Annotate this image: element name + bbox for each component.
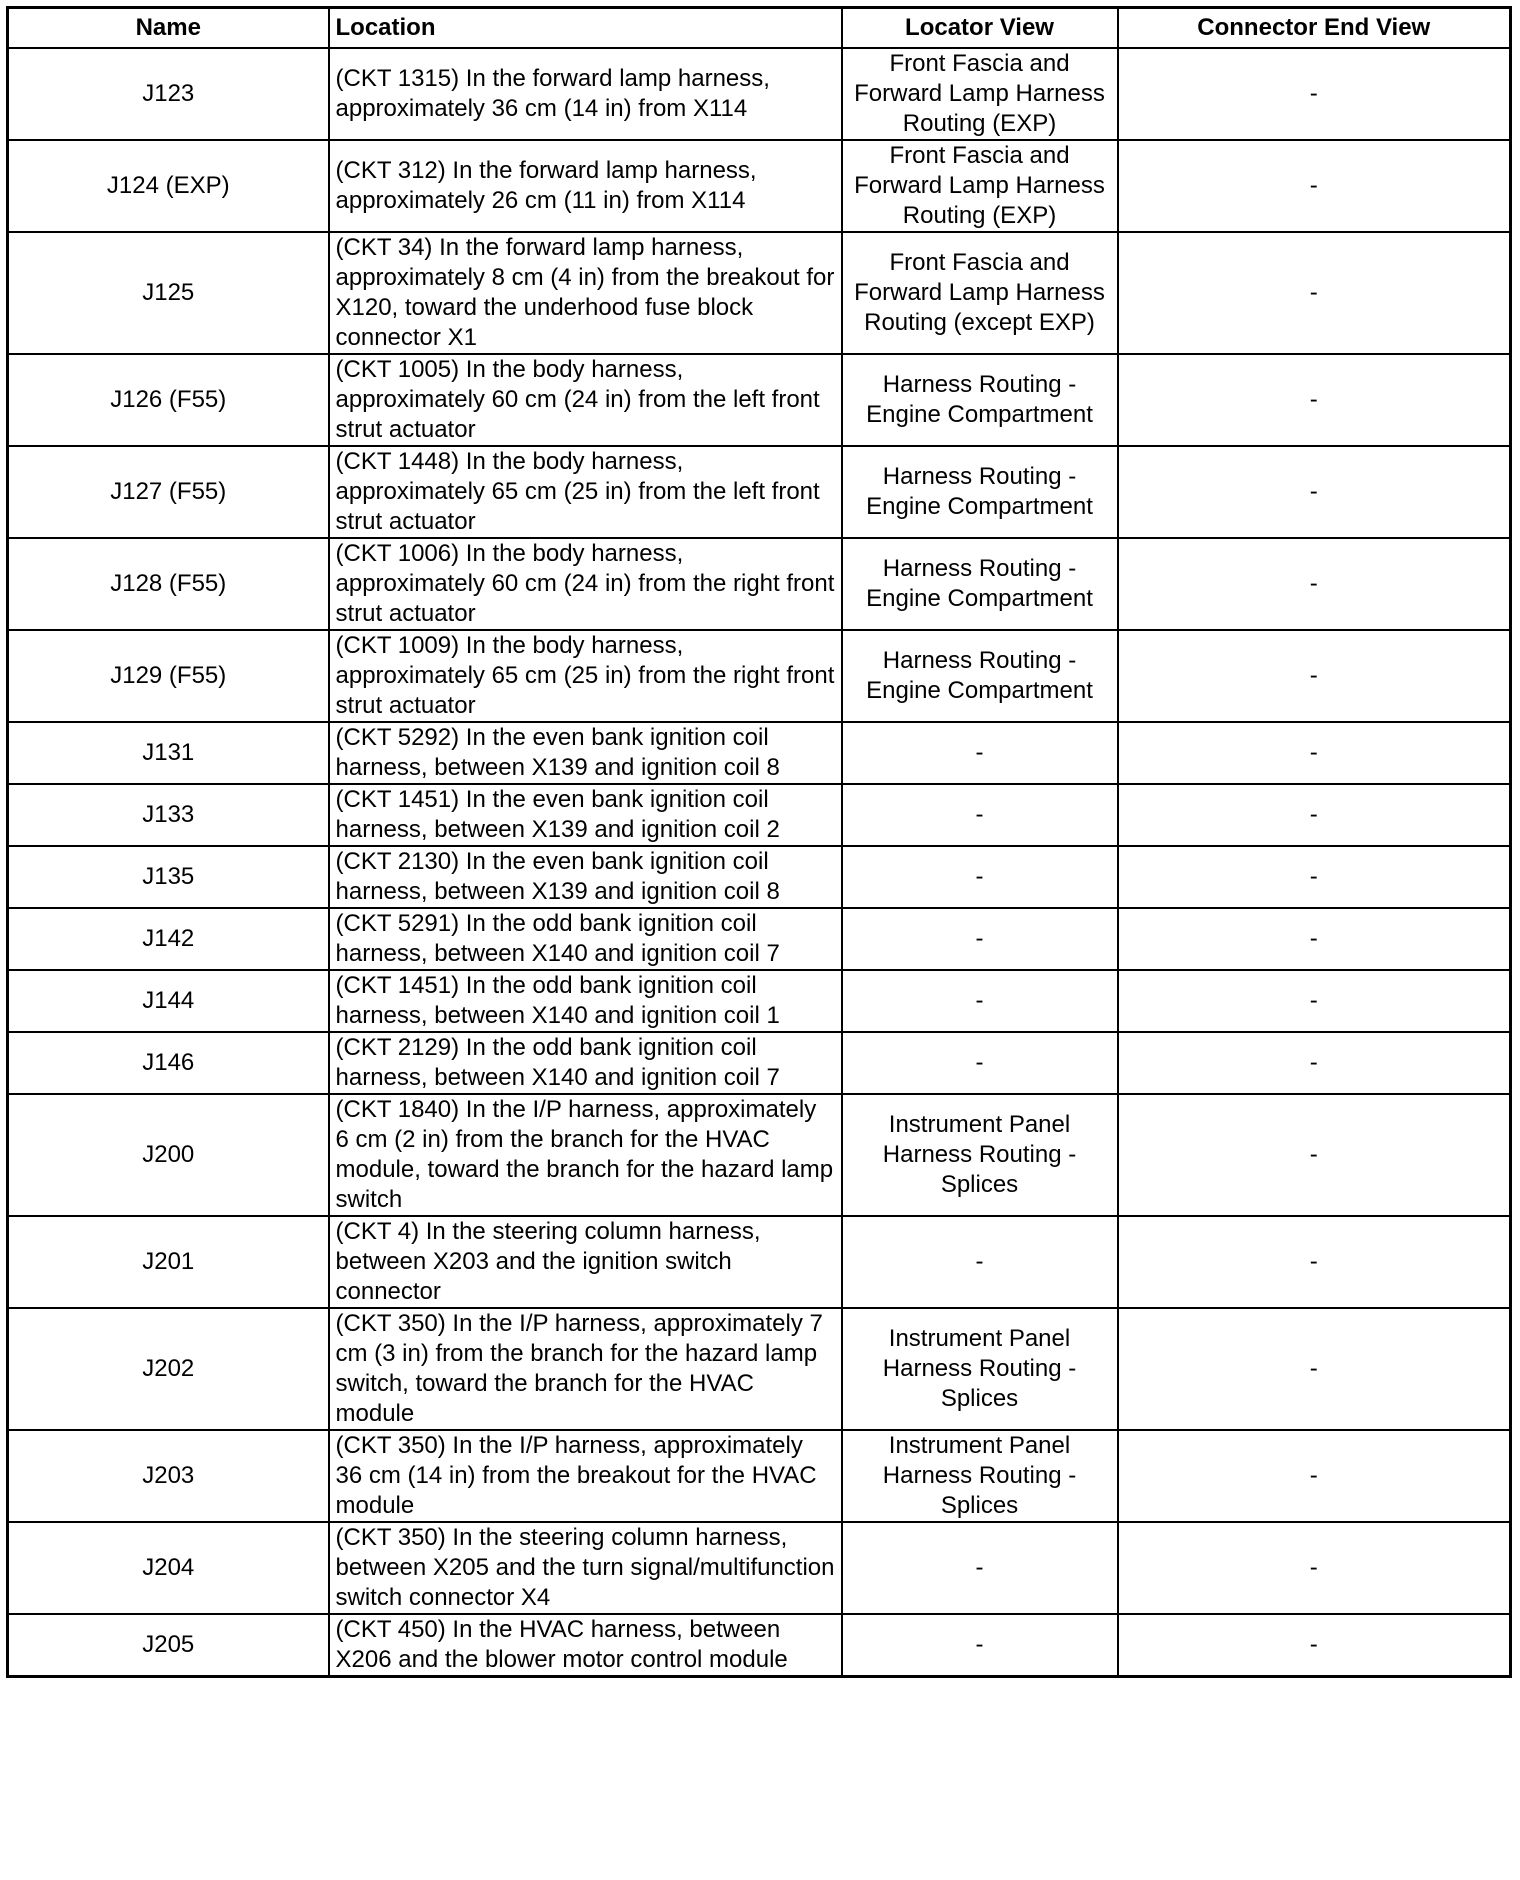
cell-connector-end-view: - — [1118, 48, 1511, 140]
cell-connector-end-view: - — [1118, 354, 1511, 446]
cell-locator-view: - — [842, 722, 1118, 784]
cell-location: (CKT 1448) In the body harness, approximately 65 cm (25 in) from the left front strut actuator — [329, 446, 842, 538]
table-row — [8, 908, 1511, 970]
table-row — [8, 1094, 1511, 1216]
cell-locator-view: Front Fascia and Forward Lamp Harness Routing (EXP) — [842, 48, 1118, 140]
table-row — [8, 232, 1511, 354]
table-row — [8, 1430, 1511, 1522]
cell-location: (CKT 312) In the forward lamp harness, approximately 26 cm (11 in) from X114 — [329, 140, 842, 232]
cell-locator-view: Harness Routing - Engine Compartment — [842, 354, 1118, 446]
cell-location: (CKT 5291) In the odd bank ignition coil harness, between X140 and ignition coil 7 — [329, 908, 842, 970]
cell-locator-view: Harness Routing - Engine Compartment — [842, 446, 1118, 538]
cell-location: (CKT 34) In the forward lamp harness, approximately 8 cm (4 in) from the breakout for X120, toward the underhood fuse block connector X1 — [329, 232, 842, 354]
cell-locator-view: - — [842, 846, 1118, 908]
cell-locator-view: - — [842, 908, 1118, 970]
cell-connector-end-view: - — [1118, 446, 1511, 538]
cell-connector-end-view: - — [1118, 846, 1511, 908]
cell-locator-view: - — [842, 784, 1118, 846]
table-row — [8, 1308, 1511, 1430]
cell-location: (CKT 5292) In the even bank ignition coil harness, between X139 and ignition coil 8 — [329, 722, 842, 784]
cell-location: (CKT 1451) In the even bank ignition coil harness, between X139 and ignition coil 2 — [329, 784, 842, 846]
table-row — [8, 630, 1511, 722]
table-row — [8, 1614, 1511, 1677]
cell-name: J142 — [8, 908, 329, 970]
cell-name: J131 — [8, 722, 329, 784]
cell-location: (CKT 350) In the I/P harness, approximately 7 cm (3 in) from the branch for the hazard lamp switch, toward the branch for the HVAC module — [329, 1308, 842, 1430]
cell-location: (CKT 4) In the steering column harness, between X203 and the ignition switch connector — [329, 1216, 842, 1308]
cell-name: J127 (F55) — [8, 446, 329, 538]
table-row — [8, 846, 1511, 908]
cell-name: J200 — [8, 1094, 329, 1216]
cell-location: (CKT 1840) In the I/P harness, approximately 6 cm (2 in) from the branch for the HVAC module, toward the branch for the hazard lamp switch — [329, 1094, 842, 1216]
cell-location: (CKT 350) In the I/P harness, approximately 36 cm (14 in) from the breakout for the HVAC module — [329, 1430, 842, 1522]
cell-locator-view: Instrument Panel Harness Routing - Splices — [842, 1308, 1118, 1430]
cell-name: J126 (F55) — [8, 354, 329, 446]
cell-name: J146 — [8, 1032, 329, 1094]
cell-connector-end-view: - — [1118, 1430, 1511, 1522]
cell-connector-end-view: - — [1118, 232, 1511, 354]
splice-table-container — [6, 6, 1509, 1678]
cell-name: J129 (F55) — [8, 630, 329, 722]
column-header-locator-view: Locator View — [842, 8, 1118, 49]
cell-name: J124 (EXP) — [8, 140, 329, 232]
cell-name: J201 — [8, 1216, 329, 1308]
cell-name: J133 — [8, 784, 329, 846]
cell-name: J135 — [8, 846, 329, 908]
cell-location: (CKT 1006) In the body harness, approximately 60 cm (24 in) from the right front strut actuator — [329, 538, 842, 630]
cell-connector-end-view: - — [1118, 1522, 1511, 1614]
cell-connector-end-view: - — [1118, 1308, 1511, 1430]
cell-connector-end-view: - — [1118, 784, 1511, 846]
cell-location: (CKT 1009) In the body harness, approximately 65 cm (25 in) from the right front strut actuator — [329, 630, 842, 722]
cell-locator-view: Harness Routing - Engine Compartment — [842, 538, 1118, 630]
cell-connector-end-view: - — [1118, 970, 1511, 1032]
cell-locator-view: - — [842, 1614, 1118, 1677]
cell-connector-end-view: - — [1118, 1216, 1511, 1308]
cell-connector-end-view: - — [1118, 1614, 1511, 1677]
cell-location: (CKT 1315) In the forward lamp harness, approximately 36 cm (14 in) from X114 — [329, 48, 842, 140]
cell-connector-end-view: - — [1118, 1032, 1511, 1094]
table-row — [8, 140, 1511, 232]
cell-location: (CKT 1005) In the body harness, approximately 60 cm (24 in) from the left front strut actuator — [329, 354, 842, 446]
cell-name: J123 — [8, 48, 329, 140]
cell-location: (CKT 1451) In the odd bank ignition coil harness, between X140 and ignition coil 1 — [329, 970, 842, 1032]
column-header-name: Name — [8, 8, 329, 49]
cell-locator-view: Harness Routing - Engine Compartment — [842, 630, 1118, 722]
cell-name: J144 — [8, 970, 329, 1032]
table-row — [8, 1216, 1511, 1308]
cell-connector-end-view: - — [1118, 1094, 1511, 1216]
cell-locator-view: - — [842, 1216, 1118, 1308]
table-row — [8, 538, 1511, 630]
table-row — [8, 784, 1511, 846]
cell-connector-end-view: - — [1118, 140, 1511, 232]
table-row — [8, 354, 1511, 446]
cell-name: J204 — [8, 1522, 329, 1614]
cell-name: J205 — [8, 1614, 329, 1677]
table-body — [8, 48, 1511, 1677]
cell-name: J125 — [8, 232, 329, 354]
cell-location: (CKT 450) In the HVAC harness, between X206 and the blower motor control module — [329, 1614, 842, 1677]
cell-locator-view: Instrument Panel Harness Routing - Splices — [842, 1094, 1118, 1216]
cell-name: J202 — [8, 1308, 329, 1430]
cell-locator-view: Front Fascia and Forward Lamp Harness Routing (except EXP) — [842, 232, 1118, 354]
cell-location: (CKT 350) In the steering column harness, between X205 and the turn signal/multifunction switch connector X4 — [329, 1522, 842, 1614]
cell-locator-view: Front Fascia and Forward Lamp Harness Routing (EXP) — [842, 140, 1118, 232]
cell-locator-view: Instrument Panel Harness Routing - Splices — [842, 1430, 1118, 1522]
table-row — [8, 1522, 1511, 1614]
table-row — [8, 1032, 1511, 1094]
table-row — [8, 48, 1511, 140]
cell-name: J128 (F55) — [8, 538, 329, 630]
table-row — [8, 446, 1511, 538]
cell-connector-end-view: - — [1118, 538, 1511, 630]
table-row — [8, 970, 1511, 1032]
cell-locator-view: - — [842, 1522, 1118, 1614]
splice-table — [6, 6, 1512, 1678]
column-header-location: Location — [329, 8, 842, 49]
cell-locator-view: - — [842, 1032, 1118, 1094]
cell-location: (CKT 2130) In the even bank ignition coil harness, between X139 and ignition coil 8 — [329, 846, 842, 908]
cell-connector-end-view: - — [1118, 908, 1511, 970]
cell-connector-end-view: - — [1118, 630, 1511, 722]
cell-connector-end-view: - — [1118, 722, 1511, 784]
table-header-row — [8, 8, 1511, 49]
cell-location: (CKT 2129) In the odd bank ignition coil harness, between X140 and ignition coil 7 — [329, 1032, 842, 1094]
cell-name: J203 — [8, 1430, 329, 1522]
column-header-connector-end-view: Connector End View — [1118, 8, 1511, 49]
cell-locator-view: - — [842, 970, 1118, 1032]
table-row — [8, 722, 1511, 784]
